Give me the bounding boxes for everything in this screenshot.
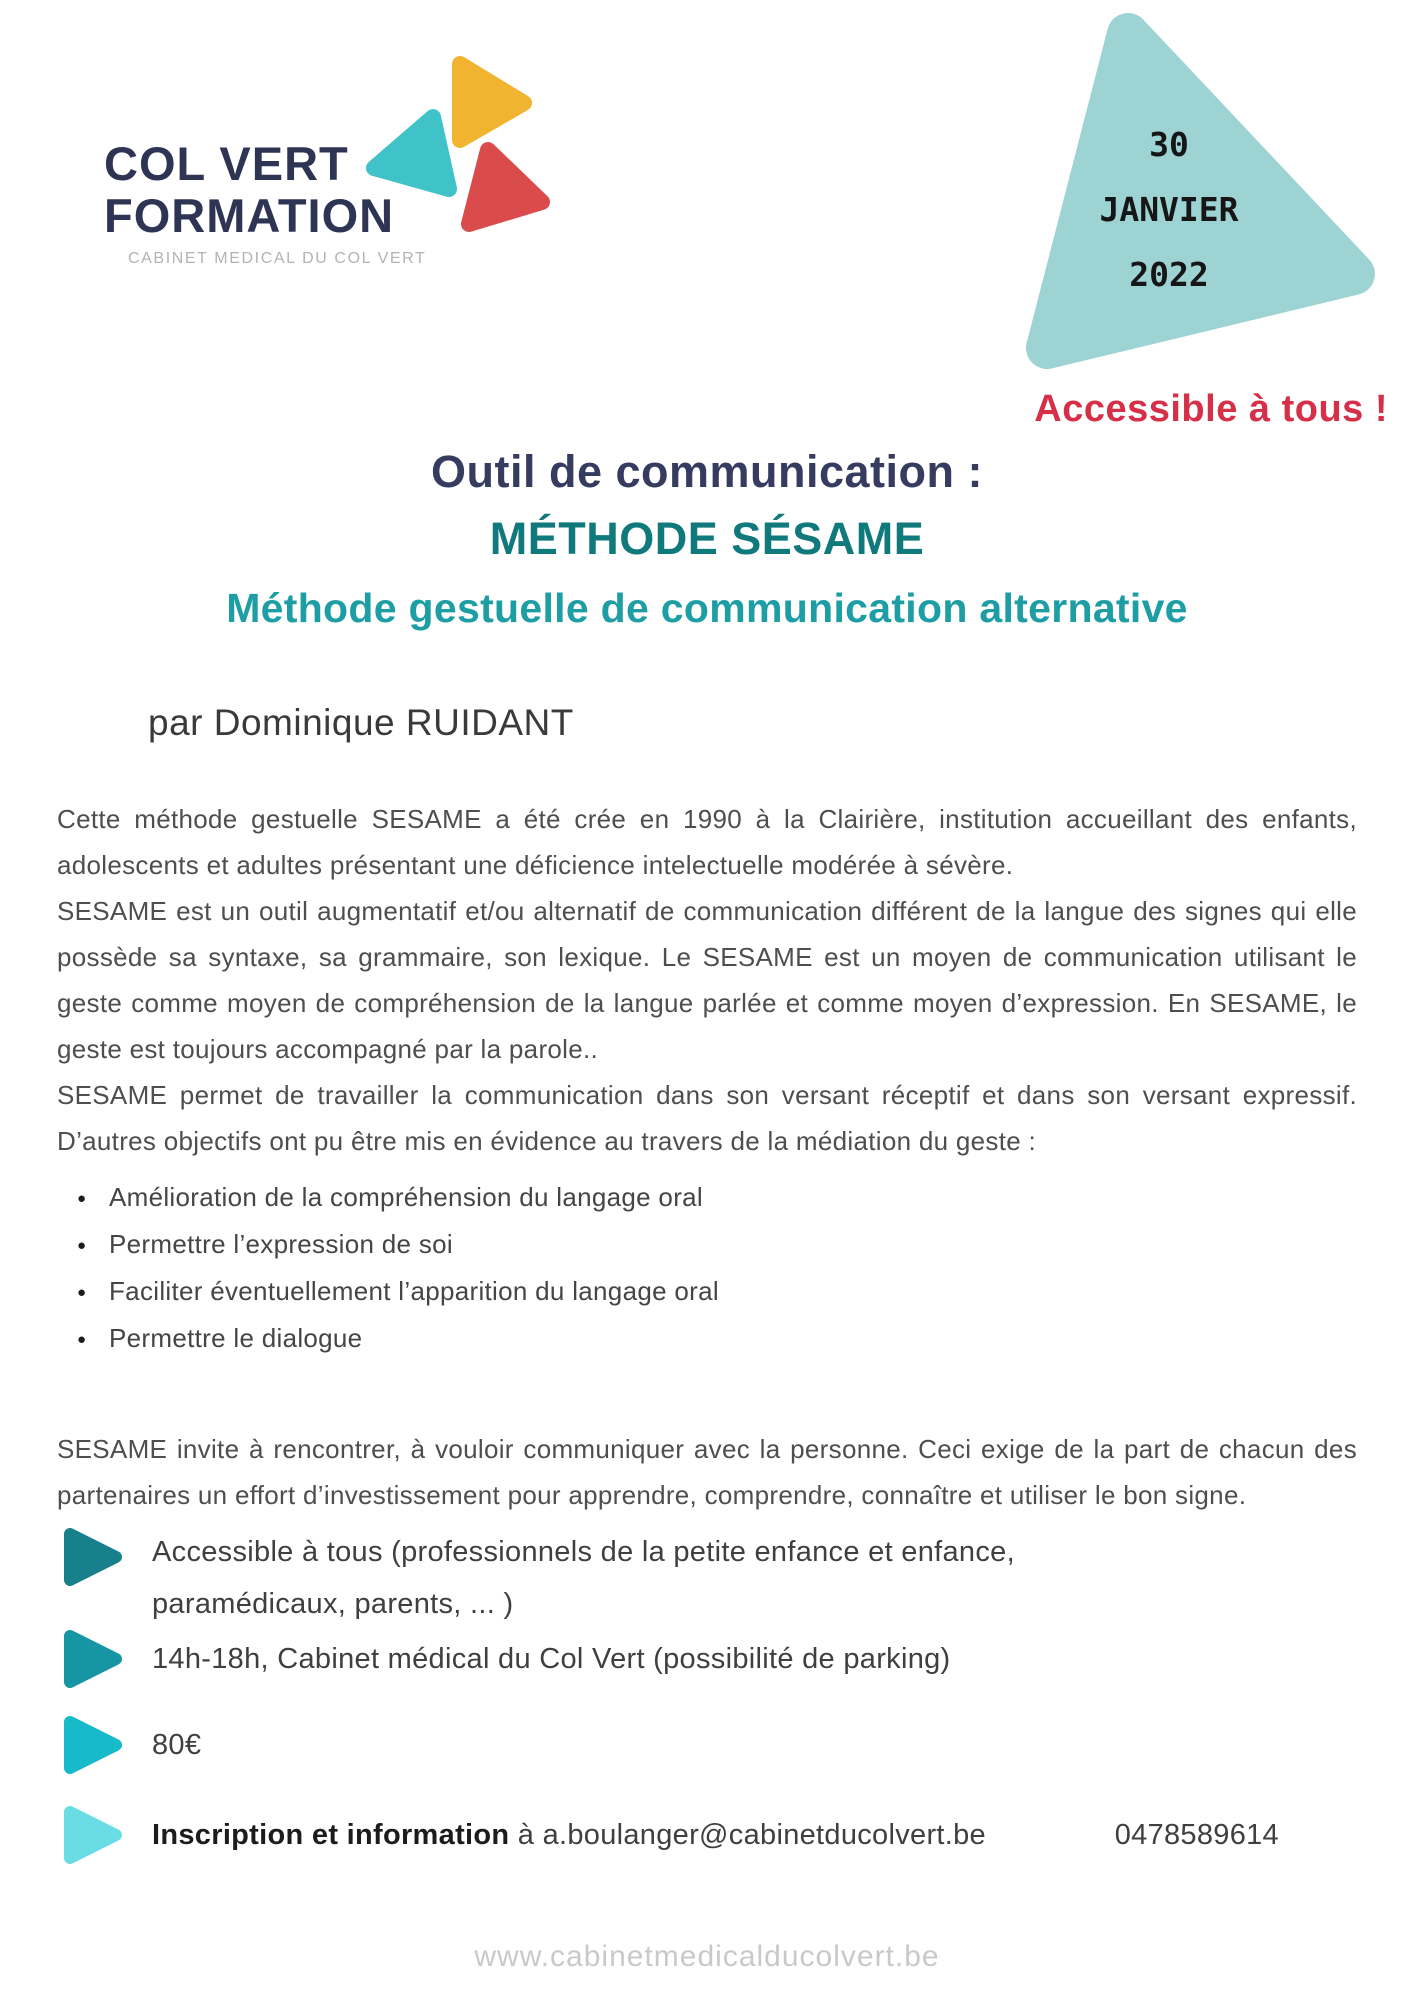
- info-row-schedule: [62, 1626, 1374, 1692]
- teal-triangle-bullet-icon: [62, 1524, 124, 1590]
- paragraph-4: SESAME invite à rencontrer, à vouloir communiquer avec la personne. Ceci exige de la part de chacun des partenaires un effort d’investissement pour apprendre, comprendre, connaître et utiliser le bon signe.: [57, 1434, 1357, 1510]
- date-day: 30: [1149, 125, 1189, 164]
- date-badge: [1002, 0, 1402, 385]
- accessible-banner: Accessible à tous !: [1034, 388, 1388, 430]
- date-month: JANVIER: [1099, 190, 1239, 229]
- contact-phone: 0478589614: [1114, 1819, 1279, 1851]
- info-row-contact: [62, 1802, 1374, 1868]
- logo-teal-triangle-icon: [374, 117, 449, 189]
- paragraph-2: SESAME est un outil augmentatif et/ou alternatif de communication différent de la langue des signes qui elle possède sa syntaxe, sa grammaire, son lexique. Le SESAME est un moyen de communication utilisant le geste comme moyen de compréhension de la langue parlée et comme moyen d’expression. En SESAME, le geste est toujours accompagné par la parole..: [57, 896, 1357, 1064]
- date-year: 2022: [1129, 255, 1209, 294]
- cyan-triangle-bullet-icon: [62, 1712, 124, 1778]
- light-cyan-triangle-bullet-icon: [62, 1802, 124, 1868]
- info-text-price: 80€: [152, 1729, 202, 1761]
- logo-red-triangle-icon: [469, 150, 542, 224]
- paragraph-3: SESAME permet de travailler la communication dans son versant réceptif et dans son versant expressif. D’autres objectifs ont pu être mis en évidence au travers de la médiation du geste :: [57, 1080, 1357, 1156]
- list-item: ● Permettre l’expression de soi: [77, 1221, 1357, 1268]
- logo-line1: COL VERT: [104, 137, 349, 190]
- logo-triangles-icon: [288, 48, 563, 243]
- author-line: par Dominique RUIDANT: [148, 702, 574, 743]
- date-text: [1060, 112, 1278, 307]
- page-title: Outil de communication :: [430, 446, 984, 497]
- list-item: ● Faciliter éventuellement l’apparition du langage oral: [77, 1268, 1357, 1315]
- marker-shape: [70, 1812, 116, 1858]
- logo-yellow-triangle-icon: [460, 64, 524, 140]
- body-text: [57, 796, 1357, 1518]
- list-item: ● Permettre le dialogue: [77, 1315, 1357, 1362]
- info-text-audience: Accessible à tous (professionnels de la petite enfance et enfance, paramédicaux, parents, ... ): [152, 1536, 1015, 1620]
- list-item: ● Amélioration de la compréhension du langage oral: [77, 1174, 1357, 1221]
- method-title: MÉTHODE SÉSAME: [489, 513, 925, 564]
- info-text-contact: [152, 1809, 986, 1861]
- info-row-price: [62, 1712, 1374, 1778]
- contact-label: Inscription et information: [152, 1819, 510, 1851]
- logo-line2: FORMATION: [104, 189, 395, 242]
- title-block: [0, 446, 1414, 634]
- marker-shape: [70, 1722, 116, 1768]
- marker-shape: [70, 1534, 116, 1580]
- footer-url: www.cabinetmedicalducolvert.be: [474, 1940, 940, 1973]
- teal-triangle-bullet-icon: [62, 1626, 124, 1692]
- method-subtitle: Méthode gestuelle de communication alternative: [226, 585, 1188, 631]
- objectives-list: [77, 1174, 1357, 1362]
- info-row-audience: [62, 1524, 1374, 1630]
- info-text-schedule: 14h-18h, Cabinet médical du Col Vert (possibilité de parking): [152, 1643, 951, 1675]
- contact-email: à a.boulanger@cabinetducolvert.be: [509, 1819, 986, 1851]
- paragraph-1: Cette méthode gestuelle SESAME a été crée en 1990 à la Clairière, institution accueillant des enfants, adolescents et adultes présentant une déficience intelectuelle modérée à sévère.: [57, 804, 1357, 880]
- logo-subtitle: CABINET MEDICAL DU COL VERT: [128, 250, 427, 267]
- marker-shape: [70, 1636, 116, 1682]
